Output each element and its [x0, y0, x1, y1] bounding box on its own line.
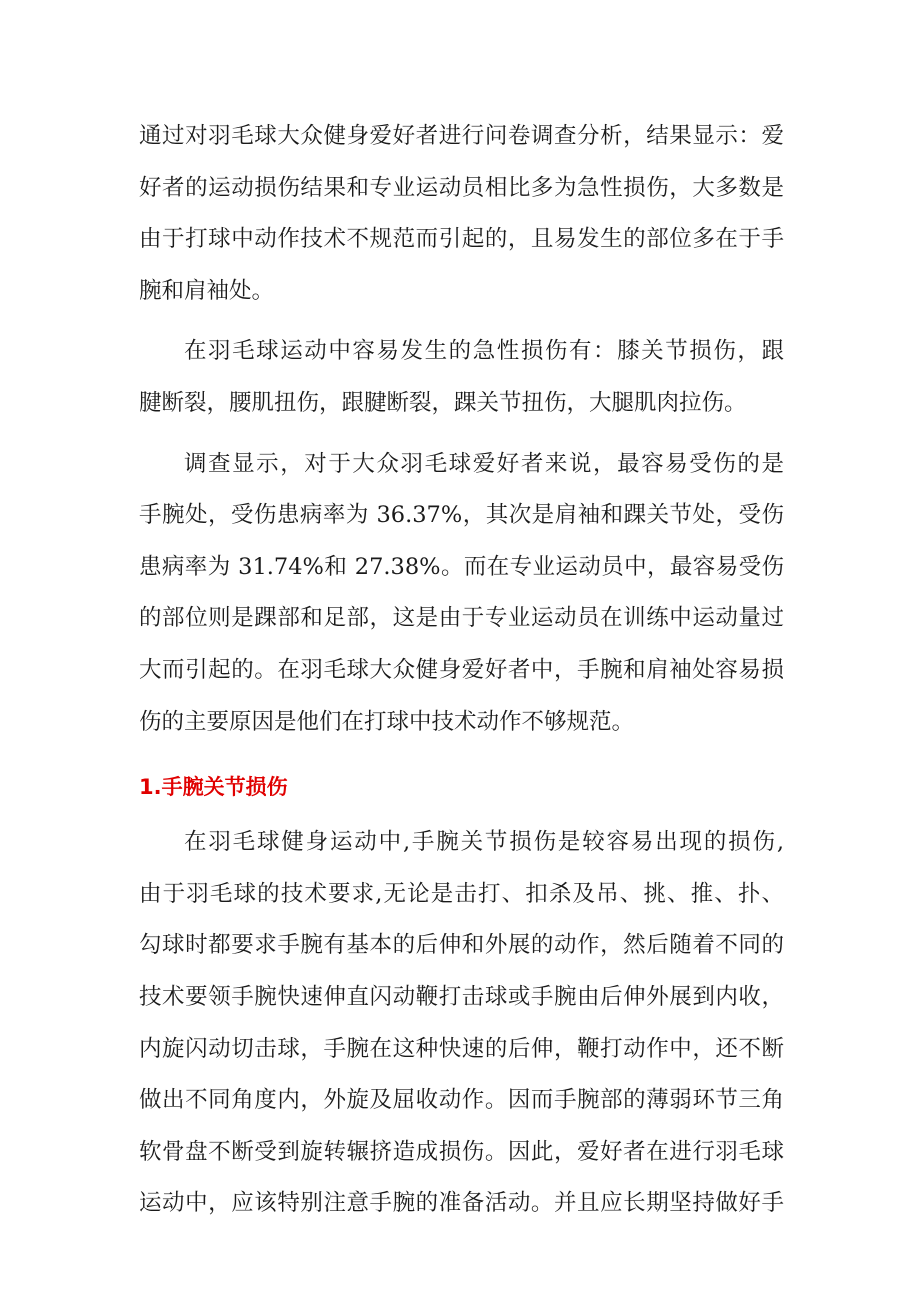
- text-line: 患病率为 31.74%和 27.38%。而在专业运动员中，最容易受伤: [139, 553, 784, 580]
- text-line: 好者的运动损伤结果和专业运动员相比多为急性损伤，大多数是: [139, 174, 784, 201]
- paragraph-acute-injuries: [139, 326, 784, 429]
- text-line: 腕和肩袖处。: [139, 277, 275, 304]
- text-line: 内旋闪动切击球，手腕在这种快速的后伸，鞭打动作中，还不断: [139, 1035, 784, 1062]
- text-line: 勾球时都要求手腕有基本的后伸和外展的动作，然后随着不同的: [139, 932, 784, 959]
- text-line: 由于打球中动作技术不规范而引起的，且易发生的部位多在于手: [139, 226, 784, 253]
- text-line: 调查显示，对于大众羽毛球爱好者来说，最容易受伤的是: [184, 450, 784, 477]
- text-line: 通过对羽毛球大众健身爱好者进行问卷调查分析，结果显示：爱: [139, 123, 784, 149]
- text-line: 由于羽毛球的技术要求,无论是击打、扣杀及吊、挑、推、扑、: [139, 880, 784, 907]
- text-line: 手腕处，受伤患病率为 36.37%，其次是肩袖和踝关节处，受伤: [139, 502, 784, 529]
- paragraph-wrist-injury: [139, 817, 784, 1230]
- section-heading: 1.手腕关节损伤: [139, 775, 288, 800]
- text-line: 在羽毛球健身运动中,手腕关节损伤是较容易出现的损伤,: [184, 829, 784, 856]
- text-line: 伤的主要原因是他们在打球中技术动作不够规范。: [139, 708, 635, 735]
- paragraph-survey-results: [139, 111, 784, 317]
- text-line: 大而引起的。在羽毛球大众健身爱好者中，手腕和肩袖处容易损: [139, 656, 784, 683]
- text-line: 做出不同角度内，外旋及屈收动作。因而手腕部的薄弱环节三角: [139, 1087, 784, 1114]
- text-line: 的部位则是踝部和足部，这是由于专业运动员在训练中运动量过: [139, 605, 784, 632]
- text-line: 运动中，应该特别注意手腕的准备活动。并且应长期坚持做好手: [139, 1190, 784, 1217]
- text-line: 腱断裂，腰肌扭伤，跟腱断裂，踝关节扭伤，大腿肌肉拉伤。: [139, 389, 747, 416]
- text-line: 在羽毛球运动中容易发生的急性损伤有：膝关节损伤，跟: [184, 338, 784, 365]
- paragraph-injury-rates: [139, 439, 784, 749]
- document-body: [139, 111, 784, 1239]
- text-line: 技术要领手腕快速伸直闪动鞭打击球或手腕由后伸外展到内收，: [139, 983, 784, 1010]
- text-line: 软骨盘不断受到旋转辗挤造成损伤。因此，爱好者在进行羽毛球: [139, 1138, 784, 1165]
